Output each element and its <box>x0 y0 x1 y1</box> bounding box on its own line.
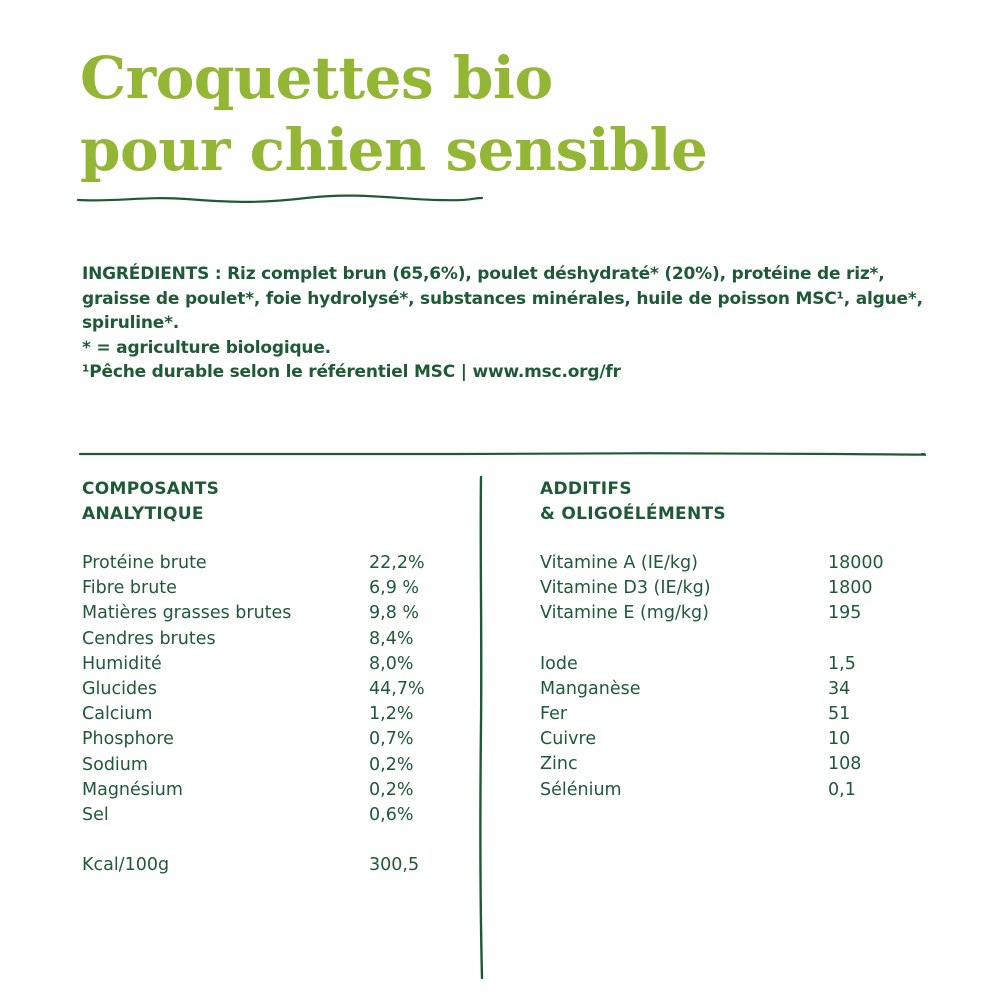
additif-row <box>540 677 940 702</box>
composant-row <box>82 727 462 752</box>
composant-value: 6,9 % <box>369 578 420 599</box>
composant-row <box>82 601 462 626</box>
composant-name: Phosphore <box>82 729 174 750</box>
additif-name: Manganèse <box>540 678 641 699</box>
composant-row <box>82 627 462 652</box>
additif-row <box>540 551 940 576</box>
title-line-2: pour chien sensible <box>80 116 708 184</box>
composant-row <box>82 551 462 576</box>
composant-row <box>82 652 462 677</box>
ingredients-text: Riz complet brun (65,6%), poulet déshydraté* (20%), protéine de riz*, graisse de poulet*, foie hydrolysé*, substances minérales, huile de poisson MSC¹, algue*, spiruline*. <box>82 264 923 333</box>
kcal-label: Kcal/100g <box>82 855 170 876</box>
additifs-heading-line-1: ADDITIFS <box>540 479 632 499</box>
composant-name: Sodium <box>82 754 148 775</box>
composants-table <box>82 551 462 878</box>
additif-name: Vitamine A (IE/kg) <box>540 553 698 573</box>
ingredients-label: INGRÉDIENTS : <box>82 264 222 284</box>
composants-heading <box>82 477 219 527</box>
composant-row <box>82 778 462 803</box>
additif-row <box>540 601 940 626</box>
additif-name: Vitamine D3 (IE/kg) <box>540 578 711 599</box>
title-underline-decoration <box>76 190 484 212</box>
additifs-table <box>540 551 940 803</box>
additif-row <box>540 652 940 677</box>
composant-value: 8,4% <box>369 628 414 649</box>
composant-value: 0,7% <box>369 729 414 750</box>
additif-name: Sélénium <box>540 779 622 800</box>
composant-name: Magnésium <box>82 779 183 800</box>
composant-name: Sel <box>82 804 109 825</box>
composant-value: 0,2% <box>369 779 414 800</box>
composant-value: 22,2% <box>369 553 425 573</box>
column-divider-vertical <box>472 475 490 980</box>
additifs-heading-line-2: & OLIGOÉLÉMENTS <box>540 504 726 524</box>
additif-value: 195 <box>828 603 862 624</box>
additif-value: 0,1 <box>828 779 856 800</box>
organic-note: * = agriculture biologique. <box>82 337 331 358</box>
composant-name: Glucides <box>82 678 157 699</box>
composant-row <box>82 576 462 601</box>
title-line-1: Croquettes bio <box>80 44 553 112</box>
composant-value: 44,7% <box>369 678 425 699</box>
additif-name: Vitamine E (mg/kg) <box>540 603 709 624</box>
additif-row <box>540 727 940 752</box>
additif-row <box>540 576 940 601</box>
kcal-row <box>82 853 462 878</box>
composant-name: Fibre brute <box>82 578 177 599</box>
additifs-heading <box>540 477 726 527</box>
additif-value: 10 <box>828 729 851 750</box>
additif-value: 51 <box>828 703 851 724</box>
additif-value: 18000 <box>828 553 884 573</box>
additif-name: Fer <box>540 703 568 724</box>
composant-row <box>82 803 462 828</box>
additif-value: 1800 <box>828 578 873 599</box>
page-title <box>80 42 707 186</box>
additif-row <box>540 778 940 803</box>
ingredients-block <box>82 262 952 385</box>
composant-name: Calcium <box>82 704 153 725</box>
composant-value: 1,2% <box>369 704 414 725</box>
composants-heading-line-2: ANALYTIQUE <box>82 504 204 524</box>
composant-name: Humidité <box>82 653 162 674</box>
additif-row <box>540 752 940 777</box>
composant-value: 8,0% <box>369 653 414 674</box>
composant-name: Matières grasses brutes <box>82 603 292 624</box>
composant-name: Protéine brute <box>82 553 207 573</box>
section-divider-horizontal <box>78 446 926 462</box>
additif-name: Zinc <box>540 754 578 775</box>
composant-row <box>82 677 462 702</box>
additif-value: 34 <box>828 678 851 699</box>
composant-value: 0,6% <box>369 804 414 825</box>
additif-value: 1,5 <box>828 653 856 674</box>
additif-row <box>540 702 940 727</box>
additif-name: Iode <box>540 653 578 674</box>
msc-note: ¹Pêche durable selon le référentiel MSC | www.msc.org/fr <box>82 362 621 382</box>
composants-heading-line-1: COMPOSANTS <box>82 479 220 499</box>
composant-value: 0,2% <box>369 754 414 775</box>
additif-name: Cuivre <box>540 729 597 750</box>
composant-row <box>82 753 462 778</box>
ingredients-list <box>82 262 952 336</box>
kcal-value: 300,5 <box>369 855 420 876</box>
composant-row <box>82 702 462 727</box>
additif-value: 108 <box>828 754 862 775</box>
composant-value: 9,8 % <box>369 603 420 624</box>
composant-name: Cendres brutes <box>82 628 216 649</box>
